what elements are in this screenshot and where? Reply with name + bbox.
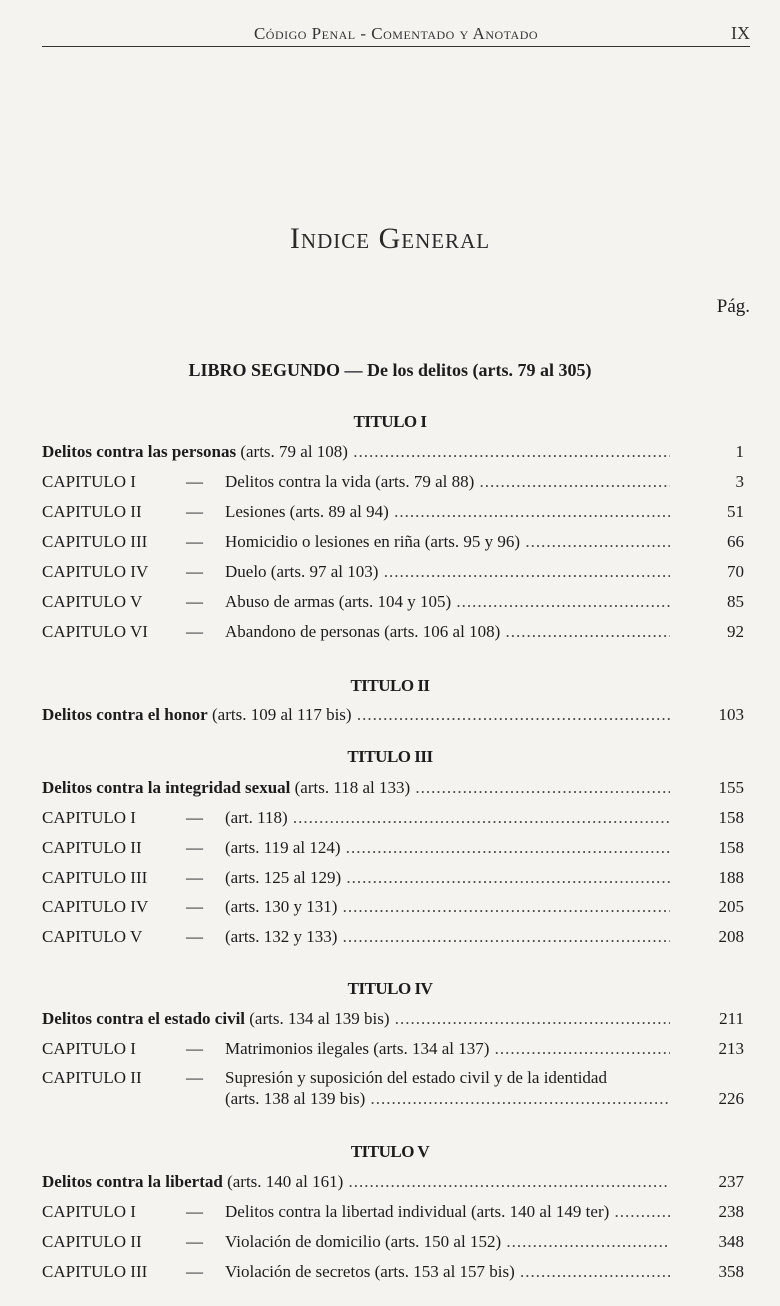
chapter-title: (arts. 130 y 131) .....	[225, 897, 670, 917]
titulo-entry-title: Delitos contra el estado civil	[42, 1009, 246, 1028]
titulo-entry-articles: (arts. 134 al 139 bis)	[249, 1009, 390, 1028]
titulo-entry-articles: (arts. 140 al 161)	[227, 1172, 344, 1191]
chapter-entry[interactable]	[42, 927, 744, 951]
chapter-label: CAPITULO VI	[42, 622, 148, 641]
em-dash: —	[186, 1039, 203, 1058]
index-title: Indice General	[289, 222, 491, 255]
chapter-label: CAPITULO III	[42, 868, 148, 887]
titulo-entry[interactable]	[42, 1172, 744, 1196]
page-number: 66	[727, 532, 744, 551]
em-dash: —	[186, 1262, 203, 1281]
page-number: 348	[718, 1232, 744, 1251]
page-number: 85	[727, 592, 744, 611]
chapter-entry[interactable]	[42, 1262, 744, 1286]
em-dash: —	[186, 472, 203, 491]
chapter-entry[interactable]	[42, 592, 744, 616]
titulo-heading: TITULO IV	[347, 979, 433, 998]
titulo-entry-articles: (arts. 109 al 117 bis)	[211, 705, 352, 724]
chapter-entry[interactable]	[42, 838, 744, 862]
page-number: 211	[719, 1009, 744, 1028]
page-number: 1	[735, 442, 744, 461]
em-dash: —	[186, 868, 203, 887]
chapter-entry[interactable]	[42, 868, 744, 892]
chapter-title: Abuso de armas (arts. 104 y 105) .....	[225, 592, 670, 612]
page-number: 358	[718, 1262, 744, 1281]
chapter-label: CAPITULO I	[42, 808, 136, 827]
running-title: Código Penal - Comentado y Anotado	[253, 24, 539, 43]
chapter-title: Duelo (arts. 97 al 103) .....	[225, 562, 670, 582]
page-number: 51	[727, 502, 744, 521]
em-dash: —	[186, 808, 203, 827]
em-dash: —	[186, 927, 203, 946]
chapter-title: (arts. 119 al 124) .....	[225, 838, 670, 858]
titulo-entry[interactable]	[42, 1009, 744, 1033]
titulo-entry[interactable]	[42, 778, 744, 802]
titulo-heading: TITULO II	[350, 676, 430, 695]
em-dash: —	[186, 562, 203, 581]
chapter-entry-continuation[interactable]	[42, 1089, 744, 1113]
page-number: 3	[735, 472, 744, 491]
chapter-title: Matrimonios ilegales (arts. 134 al 137) .....	[225, 1039, 670, 1059]
chapter-label: CAPITULO II	[42, 502, 142, 521]
titulo-entry-title: Delitos contra el honor	[42, 705, 208, 724]
running-head	[42, 20, 750, 47]
chapter-label: CAPITULO II	[42, 838, 142, 857]
chapter-label: CAPITULO II	[42, 1068, 142, 1087]
chapter-title: Violación de domicilio (arts. 150 al 152) .....	[225, 1232, 670, 1252]
em-dash: —	[186, 532, 203, 551]
titulo-entry-articles: (arts. 79 al 108)	[240, 442, 348, 461]
chapter-title: (arts. 125 al 129) .....	[225, 868, 670, 888]
page-number: 103	[718, 705, 744, 724]
page-number: 205	[718, 897, 744, 916]
chapter-title: Homicidio o lesiones en riña (arts. 95 y 96) .....	[225, 532, 670, 552]
chapter-entry[interactable]	[42, 1039, 744, 1063]
chapter-title: Lesiones (arts. 89 al 94) .....	[225, 502, 670, 522]
chapter-label: CAPITULO I	[42, 472, 136, 491]
page-number: 158	[718, 838, 744, 857]
chapter-title: (art. 118) .....	[225, 808, 670, 828]
chapter-entry[interactable]	[42, 1202, 744, 1226]
em-dash: —	[186, 1232, 203, 1251]
chapter-title: Delitos contra la libertad individual (arts. 140 al 149 ter) .....	[225, 1202, 670, 1222]
chapter-title: (arts. 132 y 133) .....	[225, 927, 670, 947]
chapter-label: CAPITULO V	[42, 592, 143, 611]
page-number: 213	[718, 1039, 744, 1058]
chapter-title: Supresión y suposición del estado civil y de la identidad	[225, 1068, 607, 1087]
page-number: 155	[718, 778, 744, 797]
chapter-title-continued: (arts. 138 al 139 bis) .....	[225, 1089, 670, 1109]
page-number: 238	[718, 1202, 744, 1221]
titulo-entry-title: Delitos contra la libertad	[42, 1172, 223, 1191]
chapter-entry[interactable]	[42, 562, 744, 586]
chapter-entry[interactable]	[42, 472, 744, 496]
page-number: 158	[718, 808, 744, 827]
chapter-title: Delitos contra la vida (arts. 79 al 88) .....	[225, 472, 670, 492]
page-folio: IX	[731, 23, 750, 43]
titulo-entry-articles: (arts. 118 al 133)	[294, 778, 411, 797]
page-number: 188	[718, 868, 744, 887]
em-dash: —	[186, 1068, 203, 1087]
page-column-label: Pág.	[716, 296, 750, 317]
chapter-label: CAPITULO II	[42, 1232, 142, 1251]
titulo-heading: TITULO I	[353, 412, 427, 431]
chapter-entry[interactable]	[42, 502, 744, 526]
chapter-label: CAPITULO IV	[42, 562, 149, 581]
em-dash: —	[186, 897, 203, 916]
chapter-label: CAPITULO V	[42, 927, 143, 946]
page-number: 208	[718, 927, 744, 946]
titulo-heading: TITULO III	[347, 747, 433, 766]
titulo-entry[interactable]	[42, 705, 744, 729]
chapter-entry[interactable]	[42, 1232, 744, 1256]
chapter-label: CAPITULO I	[42, 1039, 136, 1058]
titulo-entry-title: Delitos contra las personas	[42, 442, 237, 461]
chapter-entry[interactable]	[42, 622, 744, 646]
chapter-entry[interactable]	[42, 532, 744, 556]
chapter-entry[interactable]	[42, 808, 744, 832]
page-number: 70	[727, 562, 744, 581]
chapter-label: CAPITULO III	[42, 1262, 148, 1281]
em-dash: —	[186, 502, 203, 521]
chapter-label: CAPITULO IV	[42, 897, 149, 916]
page-number: 226	[718, 1089, 744, 1108]
chapter-label: CAPITULO I	[42, 1202, 136, 1221]
chapter-title: Abandono de personas (arts. 106 al 108) .....	[225, 622, 670, 642]
chapter-label: CAPITULO III	[42, 532, 148, 551]
em-dash: —	[186, 1202, 203, 1221]
chapter-title: Violación de secretos (arts. 153 al 157 bis) .....	[225, 1262, 670, 1282]
page-number: 237	[718, 1172, 744, 1191]
page-number: 92	[727, 622, 744, 641]
titulo-entry-title: Delitos contra la integridad sexual	[42, 778, 291, 797]
titulo-entry[interactable]	[42, 442, 744, 466]
em-dash: —	[186, 592, 203, 611]
titulo-heading: TITULO V	[350, 1142, 430, 1161]
em-dash: —	[186, 622, 203, 641]
chapter-entry[interactable]	[42, 897, 744, 921]
book-heading: LIBRO SEGUNDO — De los delitos (arts. 79 al 305)	[188, 360, 592, 380]
em-dash: —	[186, 838, 203, 857]
